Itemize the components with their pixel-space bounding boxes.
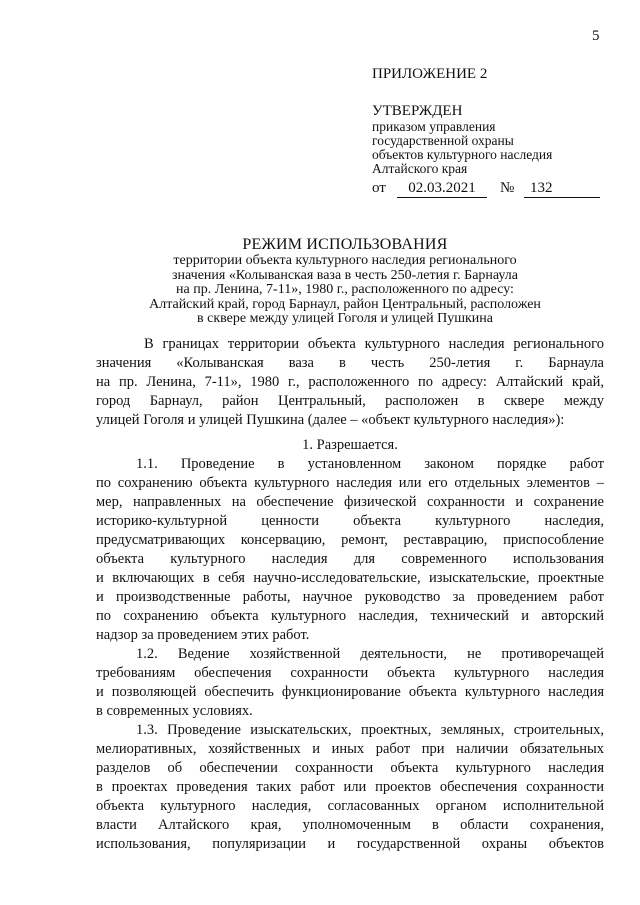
text-line: надзор за проведением этих работ. [96,627,310,643]
heading-line: значения «Колыванская ваза в честь 250-летия г. Барнаула [171,267,518,283]
text-line: значения «Колыванская ваза в честь 250-летия г. Барнаула [96,355,604,371]
approval-line: приказом управления [372,119,496,134]
document-body [96,335,604,854]
item-1-3 [96,721,604,854]
text-line: историко-культурной ценности объекта культурного наследия, [96,513,604,529]
intro-paragraph [96,335,604,430]
item-1-2 [96,645,604,721]
order-from-label: от [372,180,386,196]
text-line: и включающих в себя научно-исследовательские, изыскательские, проектные [96,570,604,586]
text-line: объекта культурного наследия для современного использования [96,551,604,567]
text-line: в проектах проведения таких работ или проектов обеспечения сохранности [96,779,604,795]
order-number-sign: № [500,180,515,196]
text-line: требованиям обеспечения сохранности объекта культурного наследия [96,665,604,681]
text-line: предусматривающих консервацию, ремонт, реставрацию, приспособление [96,532,604,548]
text-line: использования, популяризации и государственной охраны объектов [96,836,604,852]
text-line: и производственные работы, научное руководство за проведением работ [96,589,604,605]
text-line: 1.2. Ведение хозяйственной деятельности, не противоречащей [136,646,604,662]
text-line: объекта культурного наследия, согласованных органом исполнительной [96,798,604,814]
text-line: и позволяющей обеспечить функционирование объекта культурного наследия [96,684,604,700]
approval-line: государственной охраны [372,133,514,148]
page-number: 5 [592,28,600,44]
text-line: разделов об обеспечении сохранности объекта культурного наследия [96,760,604,776]
text-line: власти Алтайского края, уполномоченным в области сохранения, [96,817,604,833]
approval-line: объектов культурного наследия [372,147,553,162]
text-line: 1.3. Проведение изыскательских, проектных, земляных, строительных, [136,722,604,738]
text-line: в современных условиях. [96,703,253,719]
order-number: 132 [524,179,600,198]
heading-line: в сквере между улицей Гоголя и улицей Пушкина [197,311,493,326]
text-line: на пр. Ленина, 7-11», 1980 г., расположенного по адресу: Алтайский край, [96,374,604,390]
document-title: РЕЖИМ ИСПОЛЬЗОВАНИЯ [242,236,448,253]
appendix-label: ПРИЛОЖЕНИЕ 2 [372,66,488,82]
text-line: улицей Гоголя и улицей Пушкина (далее – «объект культурного наследия»): [96,412,565,428]
section-1-title: 1. Разрешается. [302,437,398,453]
order-date: 02.03.2021 [397,179,487,198]
text-line: В границах территории объекта культурного наследия регионального [144,336,604,352]
document-heading [90,236,600,327]
approval-stamp [372,66,622,199]
text-line: по сохранению объекта культурного наследия или его отдельных элементов – [96,475,604,491]
text-line: по сохранению объекта культурного наследия, технический и авторский [96,608,604,624]
approval-line: Алтайского края [372,161,468,176]
text-line: мелиоративных, хозяйственных и иных работ при наличии обязательных [96,741,604,757]
heading-line: территории объекта культурного наследия регионального [173,253,517,268]
text-line: город Барнаул, район Центральный, расположен в сквере между [96,393,604,409]
item-1-1 [96,455,604,645]
approved-label: УТВЕРЖДЕН [372,103,463,119]
heading-line: Алтайский край, город Барнаул, район Центральный, расположен [149,296,541,312]
order-row [372,179,622,199]
text-line: 1.1. Проведение в установленном законом порядке работ [136,456,604,472]
heading-line: на пр. Ленина, 7-11», 1980 г., расположенного по адресу: [176,282,514,297]
text-line: мер, направленных на обеспечение физической сохранности и сохранение [96,494,604,510]
